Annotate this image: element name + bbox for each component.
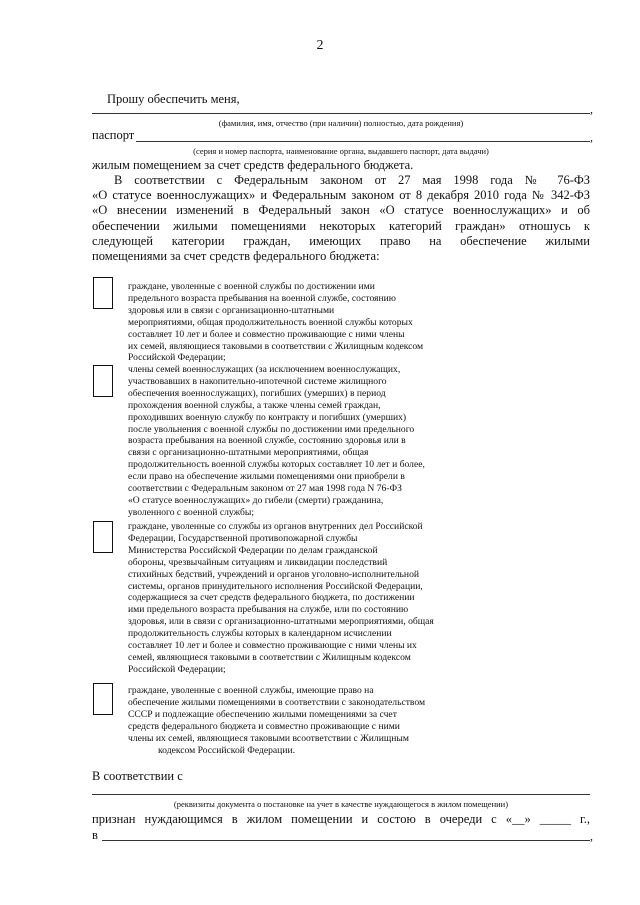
passport-caption: (серия и номер паспорта, наименование органа, выдавшего паспорт, дата выдачи) (193, 146, 489, 156)
option-line: Российской Федерации; (128, 663, 226, 675)
option-line: обеспечение жилыми помещениями в соответствии с законодательством (128, 696, 426, 708)
option-line: стихийных бедствий, учреждений и органов уголовно-исполнительной (128, 568, 419, 580)
option-line: ими предельного возраста пребывания на службе, или по состоянию (128, 604, 409, 616)
legal-line: «О внесении изменений в Федеральный закон «О статусе военнослужащих» и об (92, 203, 590, 218)
option-1-text (128, 281, 472, 364)
option-line: мероприятиями, общая продолжительность военной службы которых (128, 316, 413, 328)
option-line: прохождения военной службы, а также члены семей граждан, (128, 399, 381, 411)
option-line: их семей, являющиеся таковыми в соответствии с Жилищным кодексом (128, 340, 424, 352)
option-2-checkbox[interactable] (93, 365, 113, 397)
option-line: соответствии с Федеральным законом от 27 мая 1998 года N 76-ФЗ (128, 483, 402, 495)
document-input-line[interactable] (92, 794, 590, 795)
option-line: Министерства Российской Федерации по делам гражданской (128, 544, 378, 556)
name-caption: (фамилия, имя, отчество (при наличии) полностью, дата рождения) (218, 118, 464, 128)
option-line: здоровья или в связи с организационно-штатными (128, 304, 335, 316)
option-line: продолжительность военной службы которых составляет 10 лет и более, (128, 459, 425, 471)
option-line: возраста пребывания на военной службе, состоянию здоровья или в (128, 435, 406, 447)
option-line: участвовавших в накопительно-ипотечной системе жилищного (128, 375, 387, 387)
legal-line: обеспечении жилыми помещениями некоторых категорий граждан» отношусь к (92, 218, 590, 233)
option-line: составляет 10 лет и более и совместно проживающие с ними члены (128, 328, 405, 340)
option-line: после увольнения с военной службы по достижении ими предельного (128, 423, 415, 435)
option-line: системы, органов принудительного исполнения Российской Федерации, (128, 580, 423, 592)
option-4-text (128, 685, 472, 756)
legal-line: следующей категории граждан, имеющих право на обеспечение жилыми (92, 233, 590, 248)
option-3-checkbox[interactable] (93, 521, 113, 553)
option-line: члены семей военнослужащих (за исключением военнослужащих, (128, 364, 401, 375)
option-line: граждане, уволенные со службы из органов внутренних дел Российской (128, 521, 423, 532)
option-line: связи с организационно-штатными мероприятиями, общая (128, 447, 369, 459)
option-line: средств федерального бюджета и совместно проживающие с ними (128, 720, 400, 732)
option-4-checkbox[interactable] (93, 683, 113, 715)
option-1-checkbox[interactable] (93, 277, 113, 309)
housing-line: жилым помещением за счет средств федерального бюджета. (92, 158, 414, 172)
recognized-line: признан нуждающимся в жилом помещении и состою в очереди с «__» _____ г., (92, 812, 590, 826)
option-line: уволенного с военной службы; (128, 506, 255, 518)
option-line: кодексом Российской Федерации. (158, 744, 295, 756)
location-input-line[interactable] (102, 840, 590, 841)
passport-line-comma: , (590, 130, 593, 144)
option-line: составляет 10 лет и более и совместно проживающие с ними члены их (128, 640, 417, 652)
legal-line: «О статусе военнослужащих» и Федеральным законом от 8 декабря 2010 года № 342-ФЗ (92, 188, 590, 203)
legal-line: В соответствии с Федеральным законом от 27 мая 1998 года № 76-ФЗ (114, 173, 590, 187)
passport-label: паспорт (92, 128, 135, 142)
option-line: продолжительность службы которых в календарном исчислении (128, 628, 392, 640)
option-line: если право на обеспечение жилыми помещениями они приобрели в (128, 471, 405, 483)
passport-input-line[interactable] (136, 141, 590, 142)
location-line-comma: , (590, 829, 593, 843)
option-line: содержащиеся за счет средств федерального бюджета, по достижении (128, 592, 415, 604)
in-label: в (92, 828, 98, 842)
option-line: предельного возраста пребывания на военной службе, состоянию (128, 292, 396, 304)
option-line: здоровья, или в связи с организационно-штатными мероприятиями, общая (128, 616, 434, 628)
name-line-comma: , (590, 102, 593, 116)
option-3-text (128, 521, 472, 676)
option-line: члены их семей, являющиеся таковыми всоответствии с Жилищным (128, 732, 409, 744)
option-line: Федерации, Государственной противопожарной службы (128, 532, 358, 544)
document-caption: (реквизиты документа о постановке на учет в качестве нуждающегося в жилом помещении) (173, 799, 509, 809)
page-number: 2 (316, 38, 324, 53)
option-line: семей, являющиеся таковыми в соответствии с Жилищным кодексом (128, 651, 411, 663)
option-line: граждане, уволенные с военной службы, имеющие право на (128, 685, 374, 696)
option-line: проходивших военную службу по контракту и погибших (умерших) (128, 411, 407, 423)
accordance-label: В соответствии с (92, 769, 183, 783)
option-line: Российской Федерации; (128, 352, 226, 364)
option-2-text (128, 364, 472, 519)
option-line: СССР и подлежащие обеспечению жилыми помещениями за счет (128, 708, 397, 720)
option-line: обеспечения военнослужащих), погибших (умерших) в период (128, 387, 386, 399)
legal-paragraph (92, 173, 590, 264)
request-text: Прошу обеспечить меня, (107, 92, 240, 106)
legal-line: помещениями за счет средств федерального бюджета: (92, 249, 380, 264)
option-line: граждане, уволенные с военной службы по достижении ими (128, 281, 375, 292)
name-input-line[interactable] (92, 113, 590, 114)
option-line: обороны, чрезвычайным ситуациям и ликвидации последствий (128, 556, 388, 568)
option-line: «О статусе военнослужащих» до гибели (смерти) гражданина, (128, 494, 384, 506)
